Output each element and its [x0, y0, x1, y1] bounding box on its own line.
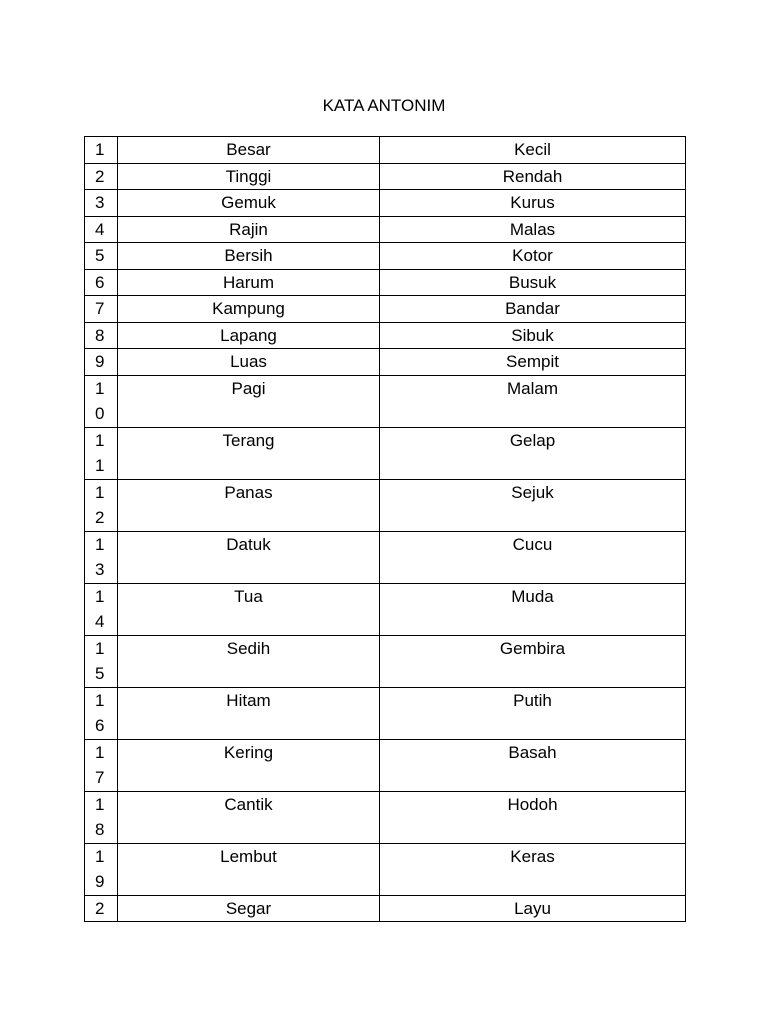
row-number-cell: [85, 190, 118, 217]
table-row: [85, 687, 686, 739]
word-cell: Lembut: [118, 843, 380, 895]
word-cell: Besar: [118, 137, 380, 164]
table-row: [85, 163, 686, 190]
row-number: 13: [95, 534, 105, 579]
row-number-cell: [85, 163, 118, 190]
antonym-cell: Malas: [380, 216, 686, 243]
word-cell: Gemuk: [118, 190, 380, 217]
word-cell: Bersih: [118, 243, 380, 270]
antonym-cell: Malam: [380, 375, 686, 427]
table-row: [85, 296, 686, 323]
row-number: 12: [95, 482, 105, 527]
row-number-cell: [85, 895, 118, 922]
antonym-cell: Kecil: [380, 137, 686, 164]
row-number-cell: [85, 137, 118, 164]
table-row: [85, 137, 686, 164]
row-number-cell: [85, 739, 118, 791]
word-cell: Rajin: [118, 216, 380, 243]
antonym-table: [84, 136, 686, 922]
row-number-cell: [85, 531, 118, 583]
antonym-cell: Basah: [380, 739, 686, 791]
row-number: 3: [95, 193, 105, 212]
row-number: 2: [95, 898, 105, 918]
table-row: [85, 349, 686, 376]
row-number: 11: [95, 430, 105, 475]
word-cell: Pagi: [118, 375, 380, 427]
row-number-cell: [85, 427, 118, 479]
row-number: 15: [95, 638, 105, 683]
page-title: KATA ANTONIM: [322, 96, 446, 115]
word-cell: Cantik: [118, 791, 380, 843]
table-row: [85, 269, 686, 296]
table-row: [85, 895, 686, 922]
row-number: 7: [95, 299, 105, 318]
word-cell: Kering: [118, 739, 380, 791]
antonym-cell: Layu: [380, 895, 686, 922]
antonym-cell: Muda: [380, 583, 686, 635]
table-row: [85, 375, 686, 427]
row-number: 8: [95, 325, 105, 345]
table-row: [85, 243, 686, 270]
row-number: 4: [95, 219, 105, 239]
table-row: [85, 427, 686, 479]
antonym-cell: Sejuk: [380, 479, 686, 531]
word-cell: Harum: [118, 269, 380, 296]
antonym-cell: Cucu: [380, 531, 686, 583]
row-number-cell: [85, 216, 118, 243]
antonym-cell: Busuk: [380, 269, 686, 296]
word-cell: Hitam: [118, 687, 380, 739]
row-number: 18: [95, 794, 105, 839]
antonym-cell: Putih: [380, 687, 686, 739]
table-row: [85, 190, 686, 217]
word-cell: Segar: [118, 895, 380, 922]
row-number-cell: [85, 479, 118, 531]
antonym-cell: Hodoh: [380, 791, 686, 843]
table-row: [85, 479, 686, 531]
row-number-cell: [85, 375, 118, 427]
word-cell: Tinggi: [118, 163, 380, 190]
row-number: 16: [95, 690, 105, 735]
row-number: 6: [95, 272, 105, 292]
word-cell: Panas: [118, 479, 380, 531]
row-number-cell: [85, 687, 118, 739]
row-number: 5: [95, 246, 105, 265]
table-row: [85, 583, 686, 635]
row-number: 2: [95, 166, 105, 186]
word-cell: Kampung: [118, 296, 380, 323]
table-row: [85, 843, 686, 895]
row-number-cell: [85, 791, 118, 843]
table-body: [85, 137, 686, 922]
row-number: 10: [95, 378, 105, 423]
table-row: [85, 635, 686, 687]
antonym-cell: Sempit: [380, 349, 686, 376]
table-row: [85, 531, 686, 583]
antonym-cell: Keras: [380, 843, 686, 895]
antonym-cell: Gembira: [380, 635, 686, 687]
row-number: 14: [95, 586, 105, 631]
row-number: 17: [95, 742, 105, 787]
antonym-cell: Rendah: [380, 163, 686, 190]
word-cell: Lapang: [118, 322, 380, 349]
antonym-cell: Gelap: [380, 427, 686, 479]
row-number-cell: [85, 322, 118, 349]
table-row: [85, 791, 686, 843]
table-row: [85, 322, 686, 349]
word-cell: Luas: [118, 349, 380, 376]
word-cell: Tua: [118, 583, 380, 635]
row-number-cell: [85, 635, 118, 687]
row-number-cell: [85, 583, 118, 635]
row-number-cell: [85, 296, 118, 323]
antonym-cell: Sibuk: [380, 322, 686, 349]
row-number: 1: [95, 140, 105, 159]
word-cell: Sedih: [118, 635, 380, 687]
antonym-cell: Kurus: [380, 190, 686, 217]
row-number: 19: [95, 846, 105, 891]
table-row: [85, 216, 686, 243]
row-number-cell: [85, 243, 118, 270]
antonym-cell: Kotor: [380, 243, 686, 270]
antonym-cell: Bandar: [380, 296, 686, 323]
row-number-cell: [85, 843, 118, 895]
word-cell: Terang: [118, 427, 380, 479]
row-number-cell: [85, 269, 118, 296]
word-cell: Datuk: [118, 531, 380, 583]
table-row: [85, 739, 686, 791]
row-number-cell: [85, 349, 118, 376]
row-number: 9: [95, 352, 105, 371]
